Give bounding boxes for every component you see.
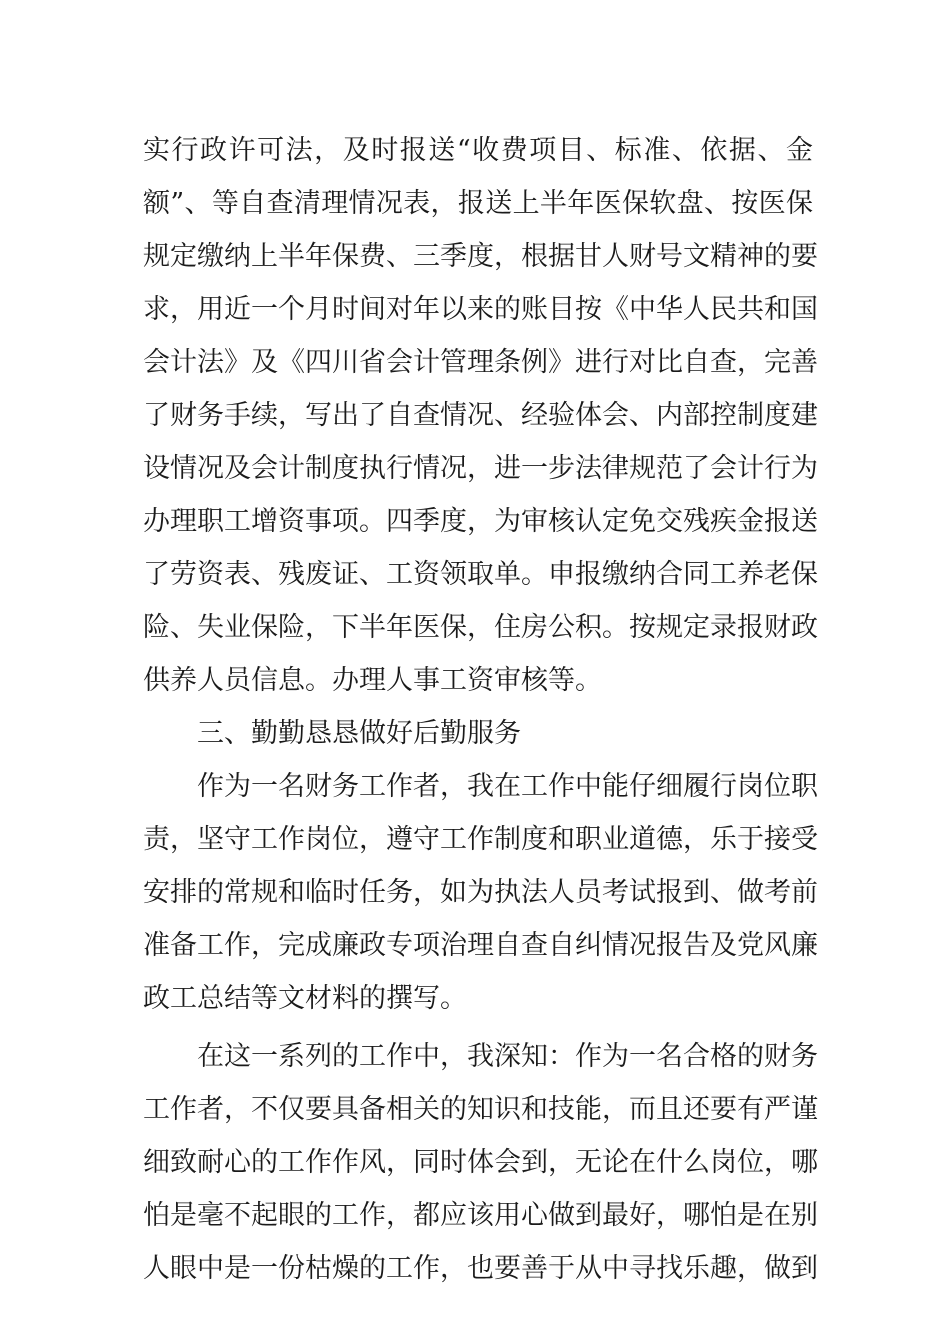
paragraph-line: 了劳资表、残废证、工资领取单。申报缴纳合同工养老保: [143, 559, 818, 590]
paragraph-3: [143, 1030, 818, 1295]
paragraph-line: 险、失业保险，下半年医保，住房公积。按规定录报财政: [143, 612, 818, 643]
paragraph-line: 实行政许可法，及时报送“收费项目、标准、依据、金: [143, 135, 813, 166]
paragraph-line: 责，坚守工作岗位，遵守工作制度和职业道德，乐于接受: [143, 824, 818, 855]
paragraph-line: 政工总结等文材料的撰写。: [143, 983, 467, 1014]
paragraph-line: 细致耐心的工作作风，同时体会到，无论在什么岗位，哪: [143, 1147, 818, 1178]
paragraph-line: 额”、等自查清理情况表，报送上半年医保软盘、按医保: [143, 188, 813, 219]
paragraph-2: [143, 760, 818, 1025]
paragraph-line: 规定缴纳上半年保费、三季度，根据甘人财号文精神的要: [143, 241, 818, 272]
paragraph-1: [143, 124, 818, 707]
paragraph-line: 安排的常规和临时任务，如为执法人员考试报到、做考前: [143, 877, 818, 908]
paragraph-line: 准备工作，完成廉政专项治理自查自纠情况报告及党风廉: [143, 930, 818, 961]
paragraph-line: 办理职工增资事项。四季度，为审核认定免交残疾金报送: [143, 506, 818, 537]
paragraph-line: 会计法》及《四川省会计管理条例》进行对比自查，完善: [143, 347, 818, 378]
paragraph-line: 在这一系列的工作中，我深知：作为一名合格的财务: [197, 1041, 818, 1072]
paragraph-line: 求，用近一个月时间对年以来的账目按《中华人民共和国: [143, 294, 818, 325]
paragraph-line: 工作者，不仅要具备相关的知识和技能，而且还要有严谨: [143, 1094, 818, 1125]
paragraph-line: 设情况及会计制度执行情况，进一步法律规范了会计行为: [143, 453, 818, 484]
document-body: [143, 124, 818, 1295]
section-heading: 三、勤勤恳恳做好后勤服务: [197, 718, 521, 749]
paragraph-line: 怕是毫不起眼的工作，都应该用心做到最好，哪怕是在别: [143, 1200, 818, 1231]
paragraph-line: 人眼中是一份枯燥的工作，也要善于从中寻找乐趣，做到: [143, 1253, 818, 1284]
paragraph-line: 了财务手续，写出了自查情况、经验体会、内部控制度建: [143, 400, 818, 431]
paragraph-line: 供养人员信息。办理人事工资审核等。: [143, 665, 602, 696]
paragraph-line: 作为一名财务工作者，我在工作中能仔细履行岗位职: [197, 771, 818, 802]
